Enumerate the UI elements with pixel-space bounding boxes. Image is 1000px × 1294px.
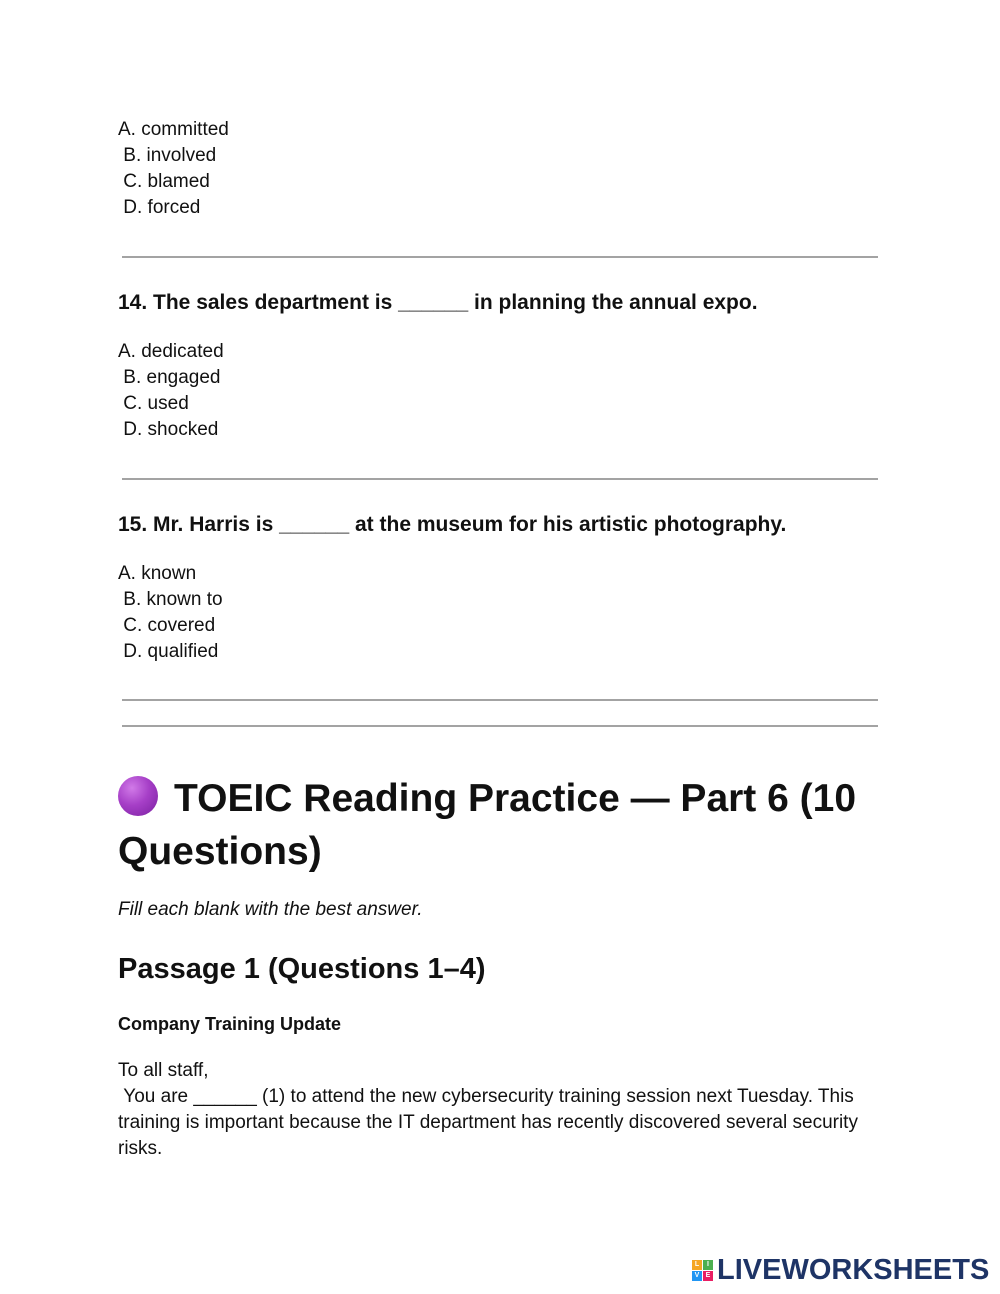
passage-text: You are ______ (1) to attend the new cybersecurity training session next Tuesday. This training is important because the IT department has recently discovered several security risks. bbox=[118, 1086, 864, 1159]
option-a[interactable]: A. dedicated bbox=[118, 341, 224, 362]
option-d[interactable]: D. forced bbox=[118, 197, 201, 218]
passage-subheading: Company Training Update bbox=[118, 1014, 342, 1034]
logo-letter: E bbox=[703, 1271, 713, 1281]
option-b[interactable]: B. involved bbox=[118, 145, 217, 166]
purple-circle-icon bbox=[118, 776, 158, 816]
option-c[interactable]: C. used bbox=[118, 393, 189, 414]
passage-greeting: To all staff, bbox=[118, 1060, 209, 1081]
logo-letter: V bbox=[692, 1271, 702, 1281]
option-d[interactable]: D. shocked bbox=[118, 419, 219, 440]
section-title bbox=[118, 772, 918, 878]
question-15-text: 15. Mr. Harris is ______ at the museum for his artistic photography. bbox=[118, 513, 787, 536]
question-14-text: 14. The sales department is ______ in planning the annual expo. bbox=[118, 291, 758, 314]
section-instructions: Fill each blank with the best answer. bbox=[118, 899, 423, 920]
liveworksheets-logo[interactable] bbox=[692, 1253, 989, 1287]
option-b[interactable]: B. engaged bbox=[118, 367, 221, 388]
logo-letter: I bbox=[703, 1260, 713, 1270]
divider bbox=[122, 256, 878, 258]
section-title-text: TOEIC Reading Practice — Part 6 (10 Questions) bbox=[118, 777, 857, 873]
passage-body bbox=[118, 1058, 898, 1162]
divider bbox=[122, 699, 878, 701]
passage-heading: Passage 1 (Questions 1–4) bbox=[118, 953, 486, 985]
option-b[interactable]: B. known to bbox=[118, 589, 223, 610]
option-c[interactable]: C. covered bbox=[118, 615, 216, 636]
option-a[interactable]: A. committed bbox=[118, 119, 229, 140]
divider bbox=[122, 478, 878, 480]
option-a[interactable]: A. known bbox=[118, 563, 197, 584]
liveworksheets-logo-icon bbox=[692, 1260, 713, 1281]
logo-letter: L bbox=[692, 1260, 702, 1270]
option-d[interactable]: D. qualified bbox=[118, 641, 219, 662]
option-c[interactable]: C. blamed bbox=[118, 171, 210, 192]
logo-text: LIVEWORKSHEETS bbox=[717, 1253, 990, 1286]
divider bbox=[122, 725, 878, 727]
